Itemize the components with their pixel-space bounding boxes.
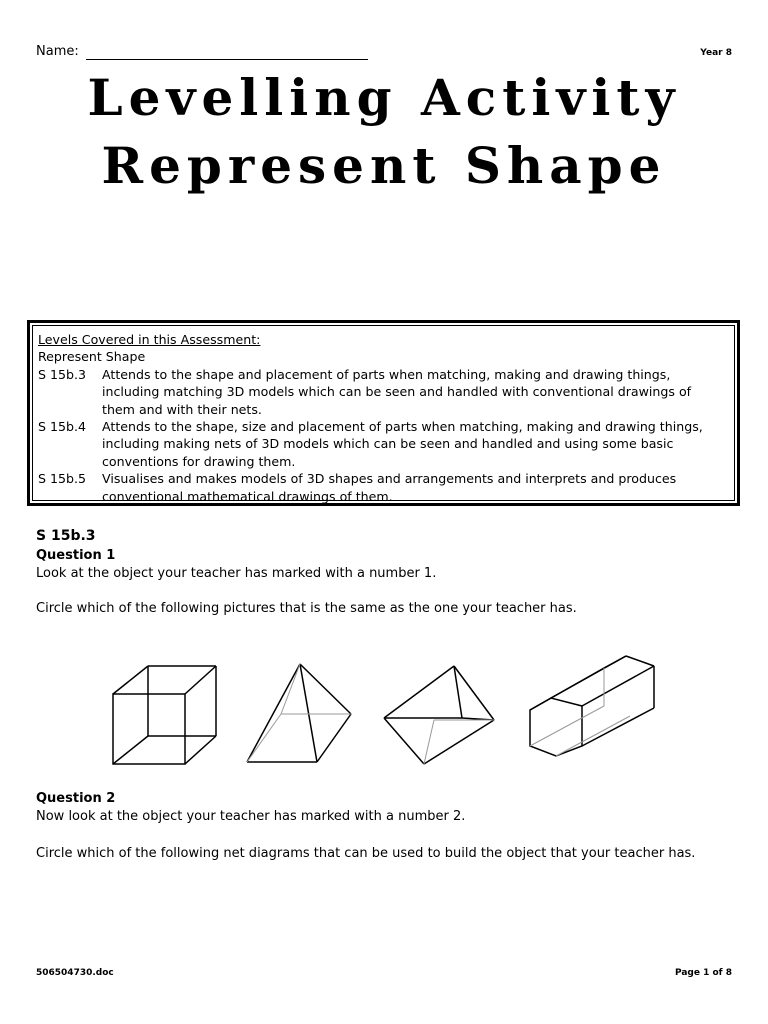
section-code: S 15b.3	[36, 528, 96, 544]
levels-box	[27, 320, 740, 506]
square-pyramid-drawing[interactable]	[245, 662, 355, 766]
question-2-instruction: Circle which of the following net diagrams that can be used to build the object that your teacher has.	[36, 846, 696, 861]
name-input-line[interactable]	[86, 59, 368, 60]
cube-drawing[interactable]	[110, 664, 220, 766]
level-item	[38, 366, 728, 418]
question-1-label: Question 1	[36, 548, 116, 563]
level-item	[38, 470, 728, 505]
level-description: Visualises and makes models of 3D shapes and arrangements and interprets and produces conventional mathematical drawings of them.	[102, 471, 677, 504]
hexagonal-prism-drawing[interactable]	[526, 650, 658, 758]
footer-document-name: 506504730.doc	[36, 968, 114, 978]
shape-options	[100, 650, 670, 770]
levels-subheading: Represent Shape	[38, 349, 146, 365]
level-item	[38, 418, 728, 470]
level-code: S 15b.3	[38, 366, 87, 382]
level-description: Attends to the shape and placement of parts when matching, making and drawing things, including matching 3D models which can be seen and handled with conventional drawings of them and with their nets.	[102, 366, 692, 417]
triangular-prism-drawing[interactable]	[382, 664, 498, 766]
level-code: S 15b.5	[38, 471, 87, 487]
name-label: Name:	[36, 44, 79, 59]
year-label: Year 8	[700, 48, 732, 58]
question-2-text: Now look at the object your teacher has marked with a number 2.	[36, 809, 466, 824]
question-2-label: Question 2	[36, 791, 116, 806]
page-title-line2: Represent Shape	[101, 136, 667, 195]
question-1-instruction: Circle which of the following pictures that is the same as the one your teacher has.	[36, 601, 577, 616]
question-1-text: Look at the object your teacher has marked with a number 1.	[36, 566, 437, 581]
levels-inner	[32, 325, 735, 504]
levels-heading: Levels Covered in this Assessment:	[38, 332, 261, 347]
level-description: Attends to the shape, size and placement of parts when matching, making and drawing things, including making nets of 3D models which can be seen and handled and using some basic conventions for drawing them.	[102, 419, 703, 469]
level-code: S 15b.4	[38, 419, 87, 435]
page-title-line1: Levelling Activity	[87, 68, 681, 127]
footer-page-number: Page 1 of 8	[675, 968, 732, 978]
